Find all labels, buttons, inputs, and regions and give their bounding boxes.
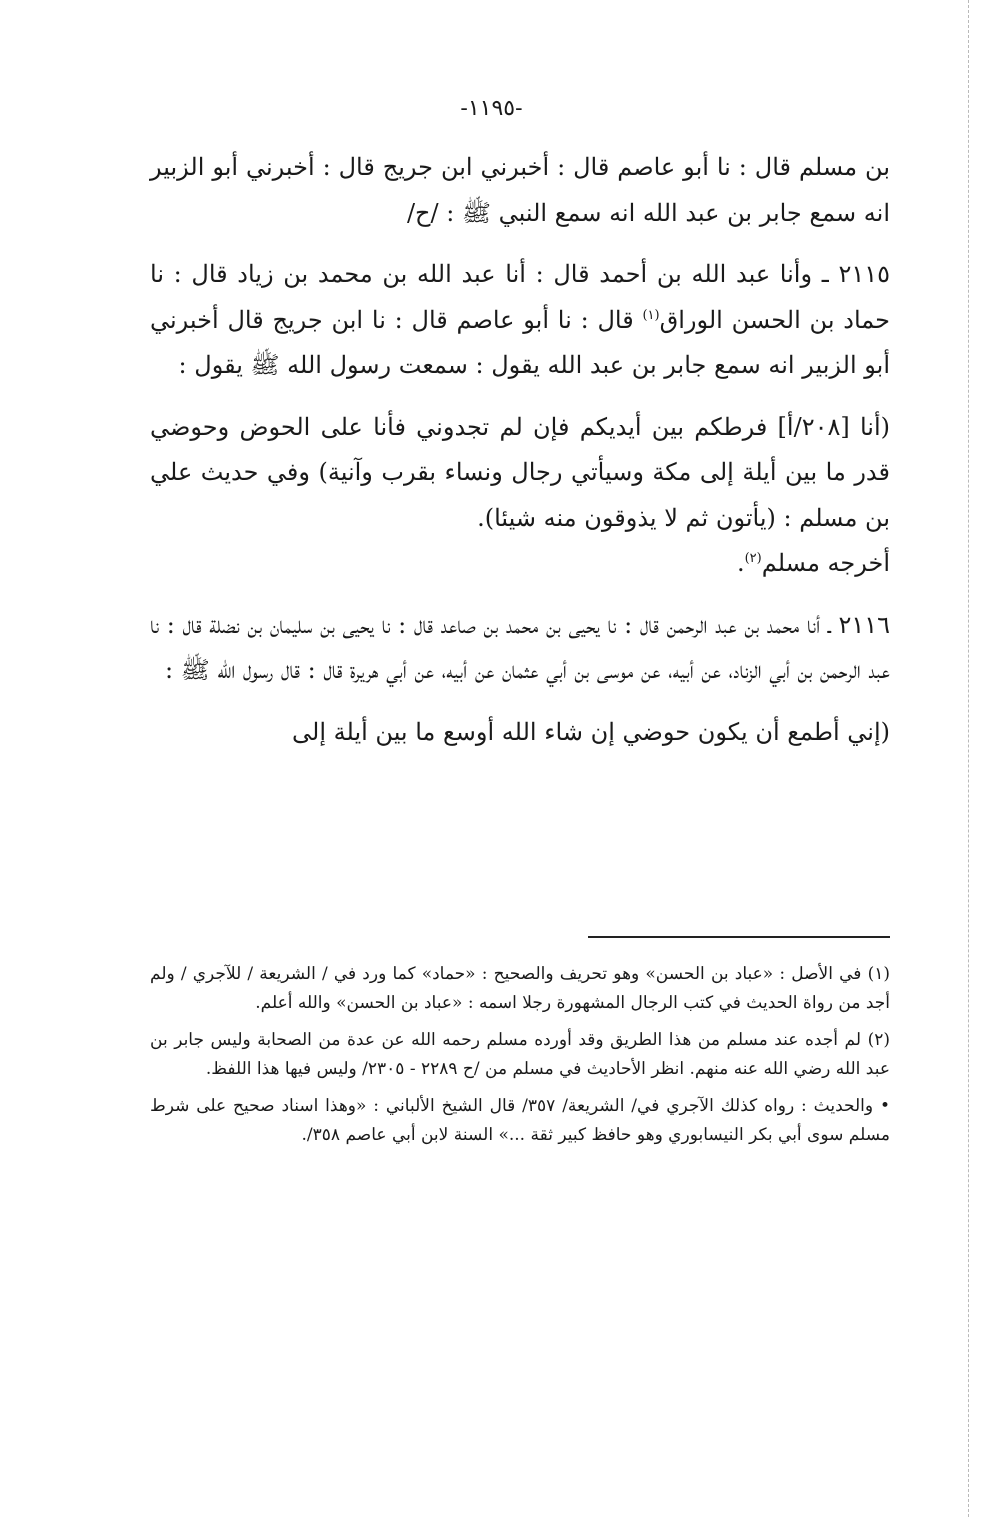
paragraph-hadith-2115 [150, 252, 890, 389]
footnote-separator [588, 936, 890, 938]
paragraph-hadith-2116: ٢١١٦ ـ أنا محمد بن عبد الرحمن قال : نا يحيى بن محمد بن صاعد قال : نا يحيى بن سليمان بن نضلة قال : نا عبد الرحمن بن أبي الزناد، عن أبيه، عن موسى بن أبي عثمان عن أبيه، عن أبي هريرة قال : قال رسول الله ﷺ : [150, 610, 891, 684]
hadith-2115-chain-start: ٢١١٥ ـ وأنا عبد الله بن أحمد قال : أنا عبد الله بن محمد بن زياد قال : نا حماد بن الحسن الوراق [150, 260, 891, 334]
page-number: -١١٩٥- [460, 96, 523, 121]
paragraph-takhrij [150, 541, 890, 587]
takhrij-text: أخرجه مسلم [761, 549, 890, 577]
footnote-ref-1[interactable]: (١) [642, 307, 660, 323]
page-edge-line [968, 0, 969, 1517]
paragraph-hadith-2116-matn: (إني أطمع أن يكون حوضي إن شاء الله أوسع ما بين أيلة إلى [292, 717, 890, 746]
footnote-2: (٢) لم أجده عند مسلم من هذا الطريق وقد أورده مسلم رحمه الله عن عدة من الصحابة وليس جابر بن عبد الله رضي الله عنه منهم. انظر الأحاديث في مسلم من /ح ٢٢٨٩ - ٢٣٠٥/ وليس فيها هذا اللفظ. [150, 1030, 890, 1079]
main-text [150, 145, 890, 755]
footnote-1: (١) في الأصل : «عباد بن الحسن» وهو تحريف والصحيح : «حماد» كما ورد في / الشريعة / للآجري / ولم أجد من رواة الحديث في كتب الرجال المشهورة رجلا اسمه : «عباد بن الحسن» والله أعلم. [150, 964, 890, 1013]
footnote-takhrij-note: • والحديث : رواه كذلك الآجري في/ الشريعة/ ٣٥٧/ قال الشيخ الألباني : «وهذا اسناد صحيح على شرط مسلم سوى أبي بكر النيسابوري وهو حافظ كبير ثقة ...» السنة لابن أبي عاصم ٣٥٨/. [150, 1096, 890, 1145]
footnote-ref-2[interactable]: (٢) [744, 551, 762, 566]
hadith-2115-chain-end: قال : نا أبو عاصم قال : نا ابن جريج قال أخبرني أبو الزبير انه سمع جابر بن عبد الله يقول : سمعت رسول الله ﷺ يقول : [150, 305, 890, 379]
paragraph-hadith-2115-matn: (أنا [٢٠٨/أ] فرطكم بين أيديكم فإن لم تجدوني فأنا على الحوض وحوضي قدر ما بين أيلة إلى مكة وسيأتي رجال ونساء بقرب وآنية) وفي حديث علي بن مسلم : (يأتون ثم لا يذوقون منه شيئا). [150, 412, 891, 532]
footnotes [150, 960, 890, 1158]
paragraph-isnad-intro: بن مسلم قال : نا أبو عاصم قال : أخبرني ابن جريج قال : أخبرني أبو الزبير انه سمع جابر بن عبد الله انه سمع النبي ﷺ : /ح/ [150, 153, 890, 227]
takhrij-end: . [736, 549, 745, 577]
